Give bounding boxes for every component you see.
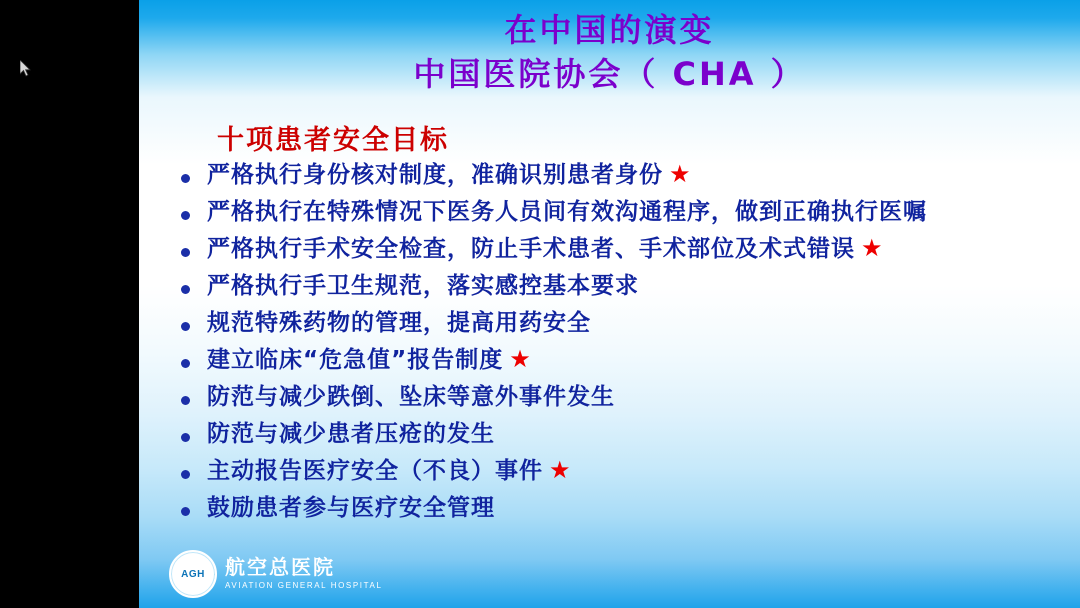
list-item [181, 269, 1051, 303]
star-icon: ★ [549, 456, 571, 484]
logo-text [225, 556, 383, 592]
list-item [181, 380, 1051, 414]
list-item-text [207, 269, 645, 303]
title-line-2: 中国医院协会（ CHA ） [413, 55, 806, 93]
logo-name-cn: 航空总医院 [225, 555, 335, 579]
star-icon: ★ [861, 234, 883, 262]
list-item-label: 严格执行手卫生规范，落实感控基本要求 [207, 273, 639, 299]
logo-name-en: AVIATION GENERAL HOSPITAL [225, 581, 383, 590]
bullet-dot-icon [181, 417, 207, 447]
list-item-text [207, 417, 501, 451]
star-icon: ★ [669, 160, 691, 188]
list-item-text [207, 232, 883, 266]
list-item-text [207, 306, 597, 340]
logo-emblem-icon [169, 550, 217, 598]
list-item-label: 严格执行手术安全检查，防止手术患者、手术部位及术式错误 [207, 236, 855, 262]
list-item-label: 防范与减少跌倒、坠床等意外事件发生 [207, 384, 615, 410]
list-item-text [207, 491, 501, 525]
list-item [181, 232, 1051, 266]
slide-canvas [139, 0, 1080, 608]
list-item [181, 417, 1051, 451]
list-item [181, 454, 1051, 488]
list-item-text [207, 195, 933, 229]
list-item-label: 主动报告医疗安全（不良）事件 [207, 458, 543, 484]
bullet-dot-icon [181, 232, 207, 262]
list-item-label: 规范特殊药物的管理，提高用药安全 [207, 310, 591, 336]
list-item-label: 防范与减少患者压疮的发生 [207, 421, 495, 447]
list-item-text [207, 380, 621, 414]
bullet-dot-icon [181, 380, 207, 410]
section-heading: 十项患者安全目标 [217, 125, 449, 156]
bullet-dot-icon [181, 491, 207, 521]
list-item [181, 343, 1051, 377]
hospital-logo [169, 550, 383, 598]
bullet-dot-icon [181, 269, 207, 299]
logo-abbreviation: AGH [181, 568, 205, 580]
bullet-list [181, 158, 1051, 528]
star-icon: ★ [509, 345, 531, 373]
bullet-dot-icon [181, 343, 207, 373]
list-item [181, 158, 1051, 192]
title-line-1: 在中国的演变 [504, 11, 715, 49]
slide-title [139, 10, 1080, 96]
list-item [181, 306, 1051, 340]
mouse-cursor-icon [20, 60, 32, 78]
list-item-text [207, 343, 531, 377]
list-item-label: 鼓励患者参与医疗安全管理 [207, 495, 495, 521]
list-item-text [207, 158, 691, 192]
bullet-dot-icon [181, 158, 207, 188]
bullet-dot-icon [181, 454, 207, 484]
list-item-label: 严格执行在特殊情况下医务人员间有效沟通程序，做到正确执行医嘱 [207, 199, 927, 225]
list-item [181, 195, 1051, 229]
list-item [181, 491, 1051, 525]
list-item-text [207, 454, 571, 488]
bullet-dot-icon [181, 195, 207, 225]
bullet-dot-icon [181, 306, 207, 336]
list-item-label: 建立临床“危急值”报告制度 [207, 347, 504, 373]
list-item-label: 严格执行身份核对制度，准确识别患者身份 [207, 162, 663, 188]
